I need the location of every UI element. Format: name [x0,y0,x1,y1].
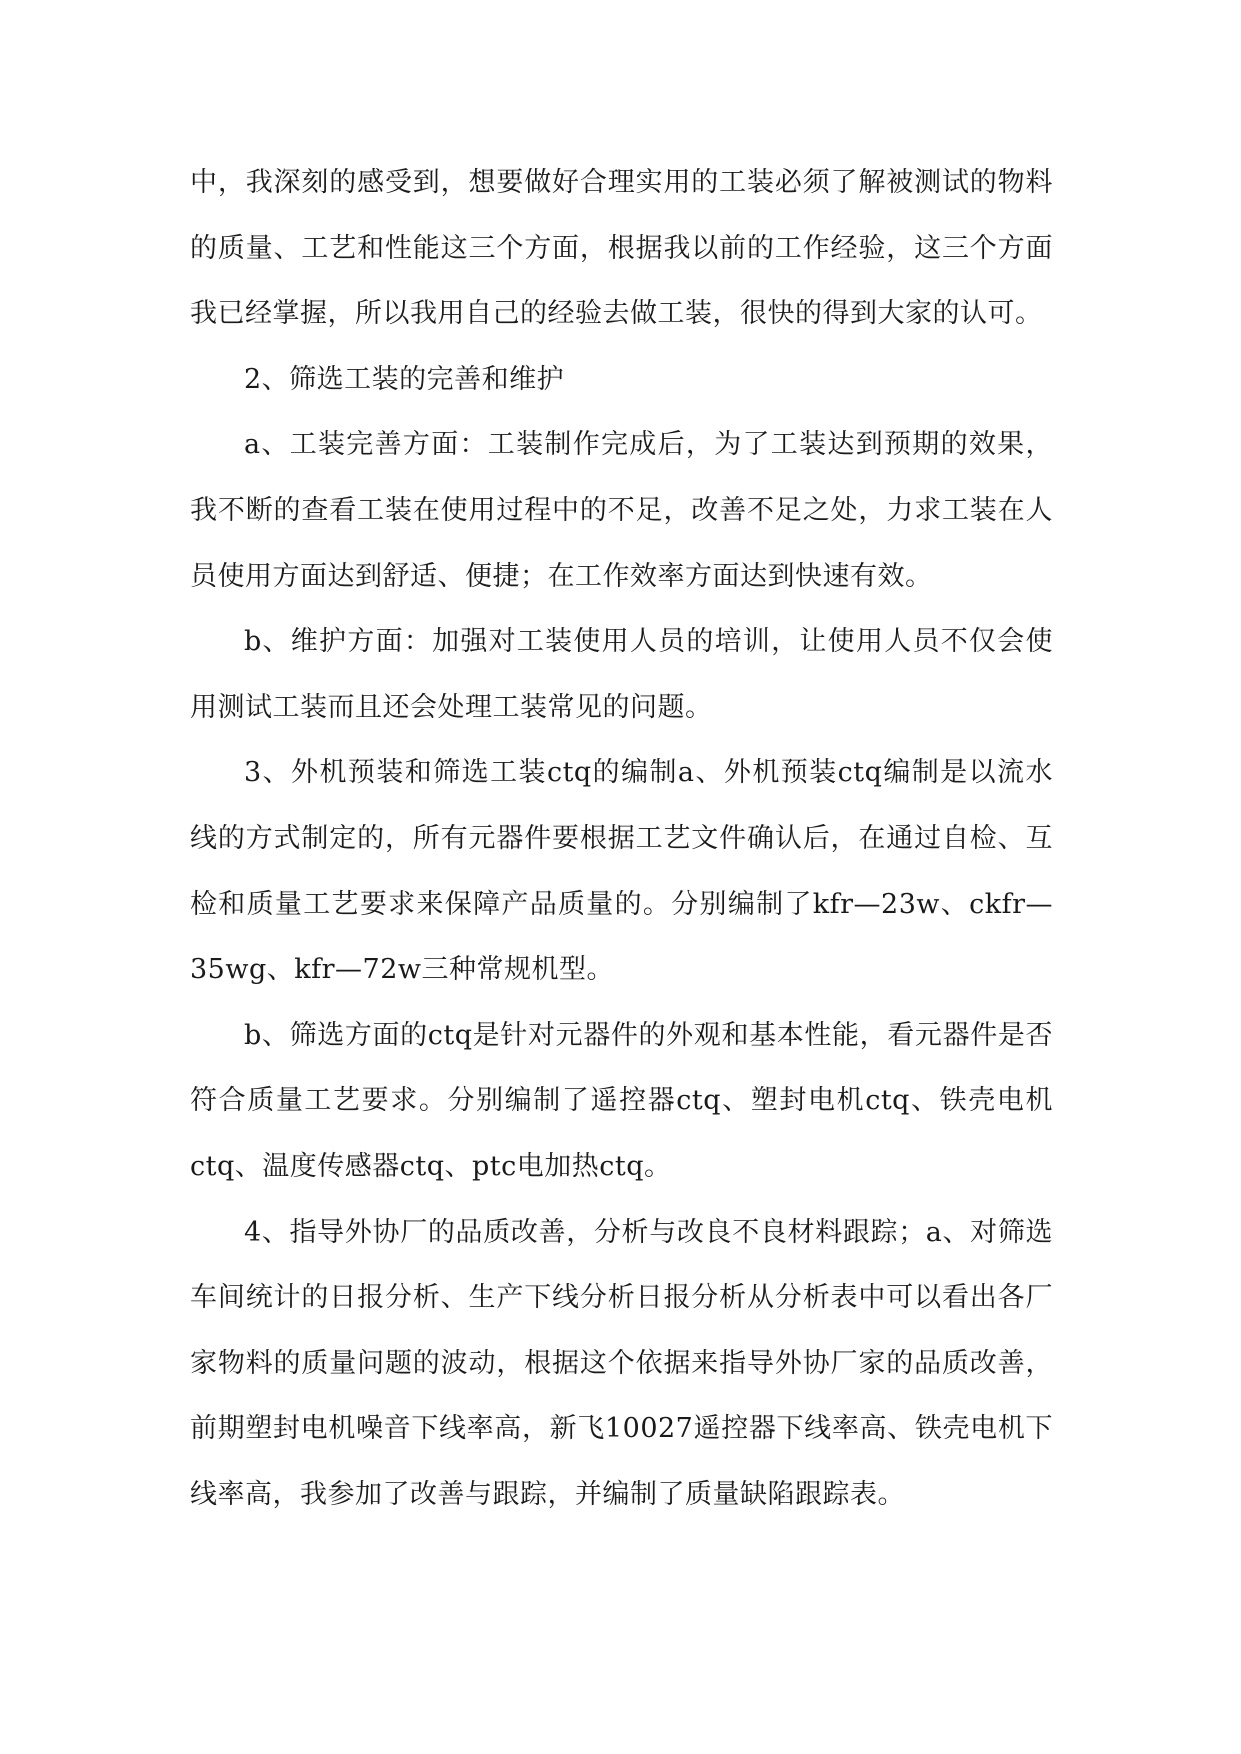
paragraph-3: 3、外机预装和筛选工装ctq的编制a、外机预装ctq编制是以流水线的方式制定的，所有元器件要根据工艺文件确认后，在通过自检、互检和质量工艺要求来保障产品质量的。分别编制了kfr—23w、ckfr—35wg、kfr—72w三种常规机型。 [190,757,1053,986]
paragraph-3b: b、筛选方面的ctq是针对元器件的外观和基本性能，看元器件是否符合质量工艺要求。分别编制了遥控器ctq、塑封电机ctq、铁壳电机ctq、温度传感器ctq、ptc电加热ctq。 [190,1019,1053,1182]
paragraph-continuation: 中，我深刻的感受到，想要做好合理实用的工装必须了解被测试的物料的质量、工艺和性能这三个方面，根据我以前的工作经验，这三个方面我已经掌握，所以我用自己的经验去做工装，很快的得到大家的认可。 [190,167,1053,330]
paragraph-2a: a、工装完善方面：工装制作完成后，为了工装达到预期的效果，我不断的查看工装在使用过程中的不足，改善不足之处，力求工装在人员使用方面达到舒适、便捷；在工作效率方面达到快速有效。 [190,429,1053,592]
paragraph-heading-2: 2、筛选工装的完善和维护 [244,363,565,395]
paragraph-4: 4、指导外协厂的品质改善，分析与改良不良材料跟踪；a、对筛选车间统计的日报分析、生产下线分析日报分析从分析表中可以看出各厂家物料的质量问题的波动，根据这个依据来指导外协厂家的品质改善，前期塑封电机噪音下线率高，新飞10027遥控器下线率高、铁壳电机下线率高，我参加了改善与跟踪，并编制了质量缺陷跟踪表。 [190,1216,1053,1510]
paragraph-2b: b、维护方面：加强对工装使用人员的培训，让使用人员不仅会使用测试工装而且还会处理工装常见的问题。 [190,626,1053,723]
document-body [190,150,1053,1527]
